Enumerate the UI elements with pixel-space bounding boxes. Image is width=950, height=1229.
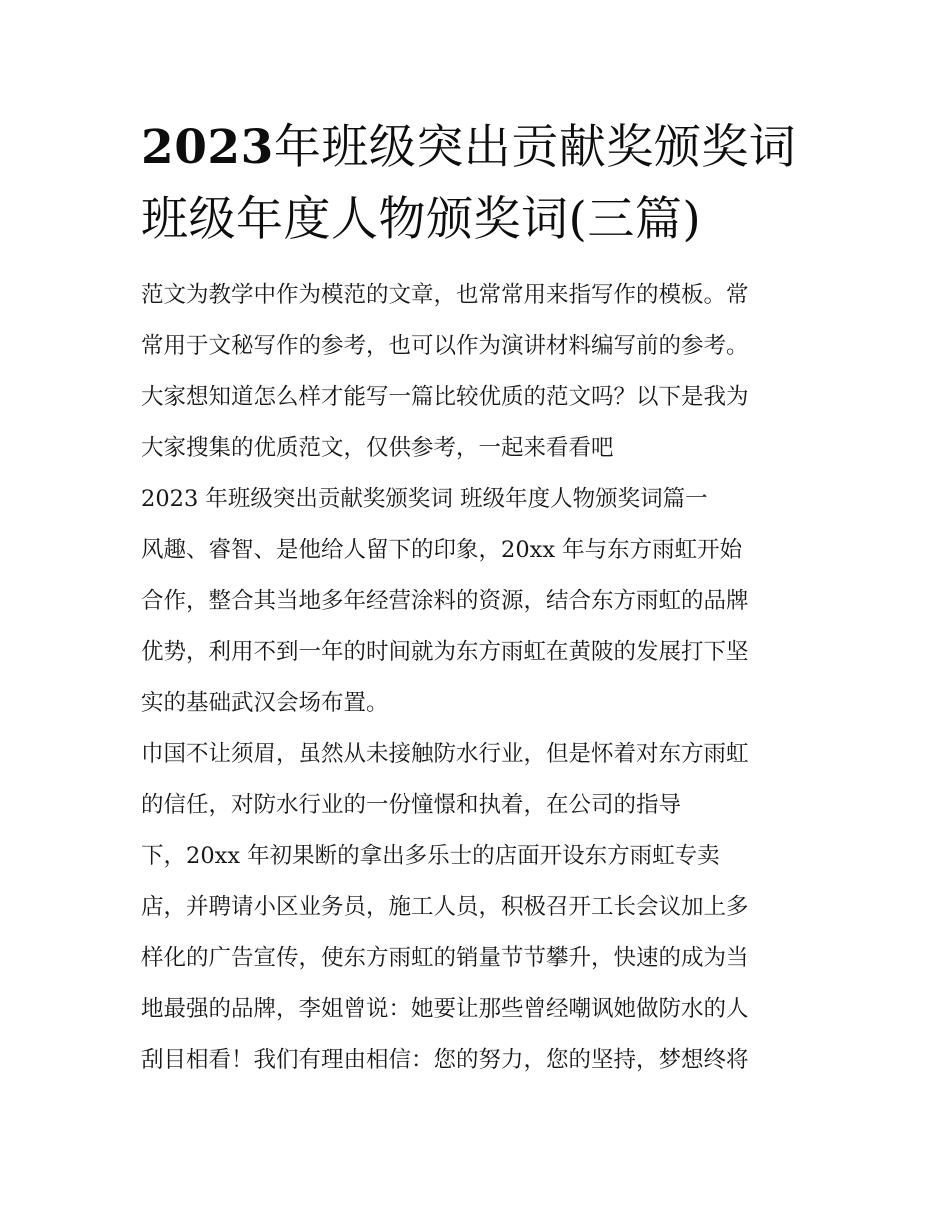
paragraph-line: 样化的广告宣传，使东方雨虹的销量节节攀升，快速的成为当 [141, 945, 749, 971]
intro-paragraph [141, 270, 813, 474]
paragraph-line: 巾国不让须眉，虽然从未接触防水行业，但是怀着对东方雨虹 [141, 741, 749, 767]
section-heading [141, 474, 813, 525]
title-line-2: 班级年度人物颁奖词(三篇) [141, 192, 702, 247]
body-paragraph-1 [141, 525, 813, 729]
paragraph-line: 下，20xx 年初果断的拿出多乐士的店面开设东方雨虹专卖 [141, 843, 720, 869]
paragraph-line: 风趣、睿智、是他给人留下的印象，20xx 年与东方雨虹开始 [141, 537, 743, 563]
intro-line: 范文为教学中作为模范的文章，也常常用来指写作的模板。常 [141, 282, 749, 308]
paragraph-line: 刮目相看！我们有理由相信：您的努力，您的坚持，梦想终将 [141, 1047, 749, 1073]
title-line-1-text: 年班级突出贡献奖颁奖词 [273, 120, 797, 175]
title-line-1 [141, 112, 813, 184]
paragraph-line: 店，并聘请小区业务员，施工人员，积极召开工长会议加上多 [141, 894, 749, 920]
title-year: 2023 [141, 120, 274, 175]
paragraph-line: 实的基础武汉会场布置。 [141, 690, 389, 716]
paragraph-line: 的信任，对防水行业的一份憧憬和执着，在公司的指导 [141, 792, 682, 818]
intro-line: 常用于文秘写作的参考，也可以作为演讲材料编写前的参考。 [141, 333, 749, 359]
intro-line: 大家想知道怎么样才能写一篇比较优质的范文吗？以下是我为 [141, 384, 749, 410]
document-page [141, 112, 813, 1086]
body-paragraph-2 [141, 729, 813, 1086]
paragraph-line: 合作，整合其当地多年经营涂料的资源，结合东方雨虹的品牌 [141, 588, 749, 614]
paragraph-line: 地最强的品牌，李姐曾说：她要让那些曾经嘲讽她做防水的人 [141, 996, 749, 1022]
section-heading-text: 2023 年班级突出贡献奖颁奖词 班级年度人物颁奖词篇一 [141, 486, 708, 512]
paragraph-line: 优势，利用不到一年的时间就为东方雨虹在黄陂的发展打下坚 [141, 639, 749, 665]
document-title [141, 112, 813, 256]
intro-line: 大家搜集的优质范文，仅供参考，一起来看看吧 [141, 435, 614, 461]
